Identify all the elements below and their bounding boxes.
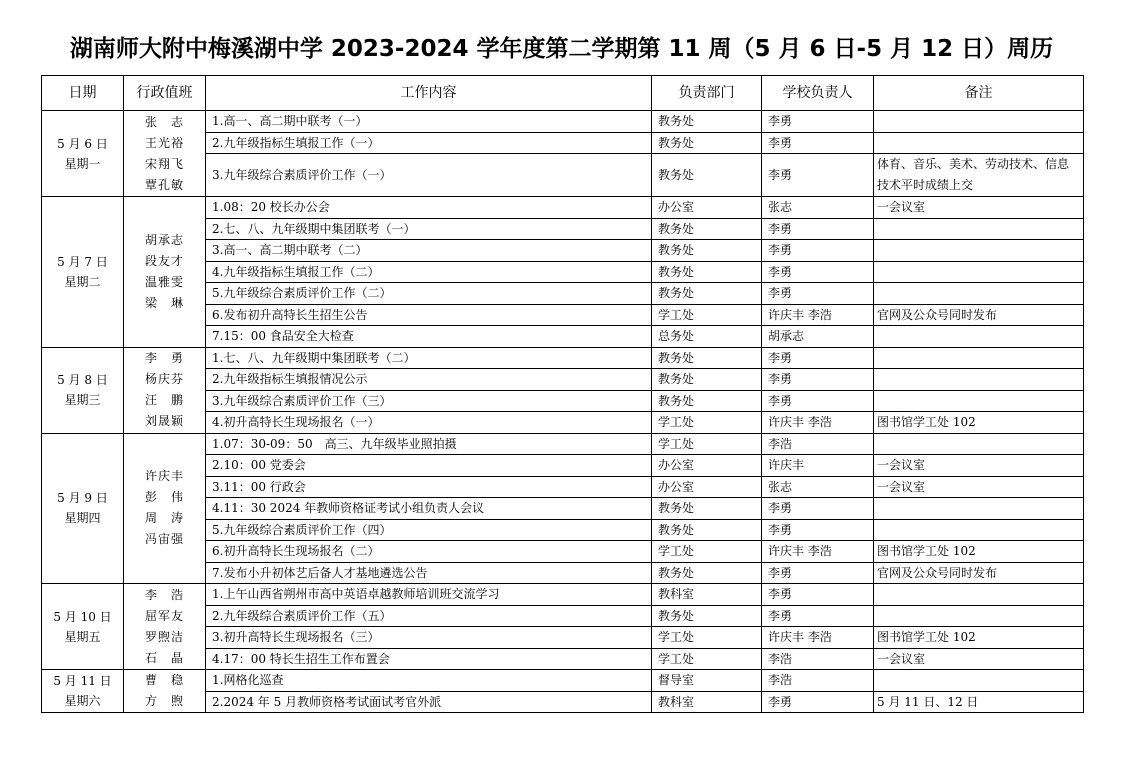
content-cell: 2.九年级指标生填报工作（一）	[206, 132, 652, 154]
content-cell: 4.初升高特长生现场报名（一）	[206, 412, 652, 434]
dept-cell: 教务处	[652, 132, 762, 154]
duty-cell	[124, 433, 206, 584]
date-label: 5 月 10 日	[53, 609, 112, 624]
duty-person: 罗煦洁	[144, 629, 184, 644]
weekday-label: 星期六	[64, 694, 101, 708]
remark-cell	[874, 240, 1084, 262]
content-cell: 5.九年级综合素质评价工作（二）	[206, 283, 652, 305]
dept-cell: 教务处	[652, 498, 762, 520]
content-cell: 4.11：30 2024 年教师资格证考试小组负责人会议	[206, 498, 652, 520]
leader-cell: 李勇	[762, 283, 874, 305]
duty-person: 屈军友	[144, 608, 184, 623]
date-cell	[42, 433, 124, 584]
remark-cell	[874, 132, 1084, 154]
remark-cell: 一会议室	[874, 648, 1084, 670]
content-cell: 2.七、八、九年级期中集团联考（一）	[206, 218, 652, 240]
dept-cell: 总务处	[652, 326, 762, 348]
remark-cell: 一会议室	[874, 455, 1084, 477]
duty-person: 胡承志	[144, 232, 184, 247]
leader-cell: 李勇	[762, 369, 874, 391]
content-cell: 3.九年级综合素质评价工作（一）	[206, 154, 652, 197]
leader-cell: 李勇	[762, 132, 874, 154]
header-remark: 备注	[874, 76, 1084, 111]
leader-cell: 许庆丰 李浩	[762, 541, 874, 563]
duty-person: 李 勇	[144, 351, 184, 365]
duty-cell	[124, 111, 206, 197]
duty-person: 覃孔敏	[144, 177, 184, 192]
dept-cell: 教务处	[652, 369, 762, 391]
header-date: 日期	[42, 76, 124, 111]
content-cell: 4.九年级指标生填报工作（二）	[206, 261, 652, 283]
remark-cell	[874, 670, 1084, 692]
duty-person: 李 浩	[144, 587, 184, 602]
content-cell: 6.发布初升高特长生招生公告	[206, 304, 652, 326]
remark-cell: 5 月 11 日、12 日	[874, 691, 1084, 713]
duty-person: 许庆丰	[144, 469, 184, 484]
leader-cell: 李勇	[762, 562, 874, 584]
content-cell: 1.七、八、九年级期中集团联考（二）	[206, 347, 652, 369]
remark-cell	[874, 433, 1084, 455]
content-cell: 5.九年级综合素质评价工作（四）	[206, 519, 652, 541]
remark-cell	[874, 390, 1084, 412]
duty-person: 宋翔飞	[144, 156, 184, 171]
leader-cell: 李勇	[762, 218, 874, 240]
schedule-row	[42, 584, 1084, 606]
dept-cell: 学工处	[652, 412, 762, 434]
dept-cell: 办公室	[652, 476, 762, 498]
leader-cell: 李勇	[762, 519, 874, 541]
weekday-label: 星期四	[64, 511, 101, 526]
dept-cell: 教务处	[652, 283, 762, 305]
duty-person: 刘晟颖	[144, 414, 184, 428]
date-cell	[42, 347, 124, 433]
content-cell: 7.发布小升初体艺后备人才基地遴选公告	[206, 562, 652, 584]
remark-cell: 图书馆学工处 102	[874, 627, 1084, 649]
date-cell	[42, 670, 124, 713]
header-dept: 负责部门	[652, 76, 762, 111]
content-cell: 1.网格化巡查	[206, 670, 652, 692]
dept-cell: 办公室	[652, 455, 762, 477]
remark-cell: 一会议室	[874, 197, 1084, 219]
leader-cell: 胡承志	[762, 326, 874, 348]
header-duty: 行政值班	[124, 76, 206, 111]
content-cell: 2.10：00 党委会	[206, 455, 652, 477]
content-cell: 7.15：00 食品安全大检查	[206, 326, 652, 348]
duty-person: 曹 稳	[144, 673, 184, 687]
duty-person: 冯宙强	[144, 532, 184, 547]
dept-cell: 教务处	[652, 562, 762, 584]
remark-cell	[874, 584, 1084, 606]
schedule-row	[42, 670, 1084, 692]
leader-cell: 李勇	[762, 154, 874, 197]
leader-cell: 李勇	[762, 347, 874, 369]
duty-person: 杨庆芬	[144, 372, 184, 386]
duty-cell	[124, 197, 206, 348]
weekday-label: 星期三	[64, 393, 101, 407]
duty-person: 温雅雯	[144, 274, 184, 289]
remark-cell: 图书馆学工处 102	[874, 412, 1084, 434]
date-label: 5 月 6 日	[57, 136, 108, 151]
leader-cell: 李浩	[762, 648, 874, 670]
remark-cell	[874, 283, 1084, 305]
leader-cell: 李勇	[762, 584, 874, 606]
dept-cell: 学工处	[652, 433, 762, 455]
duty-person: 方 煦	[144, 694, 184, 708]
dept-cell: 学工处	[652, 304, 762, 326]
leader-cell: 李勇	[762, 240, 874, 262]
duty-person: 梁 琳	[144, 295, 184, 310]
remark-cell	[874, 261, 1084, 283]
dept-cell: 学工处	[652, 648, 762, 670]
date-cell	[42, 197, 124, 348]
content-cell: 1.高一、高二期中联考（一）	[206, 111, 652, 133]
leader-cell: 许庆丰 李浩	[762, 412, 874, 434]
header-leader: 学校负责人	[762, 76, 874, 111]
content-cell: 2.九年级综合素质评价工作（五）	[206, 605, 652, 627]
duty-cell	[124, 670, 206, 713]
date-label: 5 月 11 日	[53, 674, 112, 688]
remark-cell: 一会议室	[874, 476, 1084, 498]
date-label: 5 月 7 日	[57, 254, 108, 269]
schedule-row	[42, 197, 1084, 219]
content-cell: 2.九年级指标生填报情况公示	[206, 369, 652, 391]
leader-cell: 李勇	[762, 261, 874, 283]
leader-cell: 许庆丰	[762, 455, 874, 477]
remark-cell: 官网及公众号同时发布	[874, 562, 1084, 584]
content-cell: 3.高一、高二期中联考（二）	[206, 240, 652, 262]
remark-cell	[874, 326, 1084, 348]
leader-cell: 李勇	[762, 691, 874, 713]
dept-cell: 教科室	[652, 584, 762, 606]
schedule-body	[42, 111, 1084, 713]
dept-cell: 教务处	[652, 519, 762, 541]
header-content: 工作内容	[206, 76, 652, 111]
content-cell: 1.上午山西省朔州市高中英语卓越教师培训班交流学习	[206, 584, 652, 606]
leader-cell: 张志	[762, 197, 874, 219]
leader-cell: 张志	[762, 476, 874, 498]
duty-person: 汪 鹏	[144, 393, 184, 407]
content-cell: 4.17：00 特长生招生工作布置会	[206, 648, 652, 670]
duty-person: 张 志	[144, 114, 184, 129]
content-cell: 2.2024 年 5 月教师资格考试面试考官外派	[206, 691, 652, 713]
content-cell: 3.初升高特长生现场报名（三）	[206, 627, 652, 649]
dept-cell: 教务处	[652, 347, 762, 369]
dept-cell: 学工处	[652, 541, 762, 563]
content-cell: 1.07：30-09：50 高三、九年级毕业照拍摄	[206, 433, 652, 455]
content-cell: 3.11：00 行政会	[206, 476, 652, 498]
dept-cell: 教务处	[652, 111, 762, 133]
remark-cell: 体育、音乐、美术、劳动技术、信息技术平时成绩上交	[874, 154, 1084, 197]
content-cell: 1.08：20 校长办公会	[206, 197, 652, 219]
dept-cell: 教务处	[652, 154, 762, 197]
date-label: 5 月 8 日	[57, 373, 108, 387]
schedule-row	[42, 433, 1084, 455]
remark-cell	[874, 519, 1084, 541]
duty-person: 段友才	[144, 253, 184, 268]
remark-cell	[874, 369, 1084, 391]
leader-cell: 李勇	[762, 498, 874, 520]
dept-cell: 教务处	[652, 605, 762, 627]
weekly-schedule-table	[41, 75, 1084, 713]
duty-cell	[124, 584, 206, 670]
dept-cell: 学工处	[652, 627, 762, 649]
weekday-label: 星期二	[64, 274, 101, 289]
dept-cell: 教科室	[652, 691, 762, 713]
date-cell	[42, 584, 124, 670]
duty-person: 彭 伟	[144, 490, 184, 505]
dept-cell: 教务处	[652, 218, 762, 240]
schedule-row	[42, 111, 1084, 133]
remark-cell: 图书馆学工处 102	[874, 541, 1084, 563]
leader-cell: 李浩	[762, 433, 874, 455]
remark-cell	[874, 347, 1084, 369]
duty-person: 周 涛	[144, 511, 184, 526]
leader-cell: 许庆丰 李浩	[762, 627, 874, 649]
remark-cell	[874, 218, 1084, 240]
leader-cell: 李勇	[762, 390, 874, 412]
dept-cell: 教务处	[652, 240, 762, 262]
date-cell	[42, 111, 124, 197]
dept-cell: 督导室	[652, 670, 762, 692]
remark-cell	[874, 111, 1084, 133]
leader-cell: 李勇	[762, 111, 874, 133]
dept-cell: 教务处	[652, 261, 762, 283]
duty-person: 王光裕	[144, 135, 184, 150]
content-cell: 3.九年级综合素质评价工作（三）	[206, 390, 652, 412]
header-row	[42, 76, 1084, 111]
remark-cell	[874, 498, 1084, 520]
leader-cell: 李浩	[762, 670, 874, 692]
leader-cell: 李勇	[762, 605, 874, 627]
duty-cell	[124, 347, 206, 433]
date-label: 5 月 9 日	[57, 491, 108, 506]
remark-cell: 官网及公众号同时发布	[874, 304, 1084, 326]
weekday-label: 星期五	[64, 629, 101, 644]
leader-cell: 许庆丰 李浩	[762, 304, 874, 326]
dept-cell: 办公室	[652, 197, 762, 219]
remark-cell	[874, 605, 1084, 627]
weekday-label: 星期一	[64, 156, 101, 171]
schedule-row	[42, 347, 1084, 369]
page-title: 湖南师大附中梅溪湖中学 2023-2024 学年度第二学期第 11 周（5 月 6 日-5 月 12 日）周历	[69, 36, 1054, 62]
dept-cell: 教务处	[652, 390, 762, 412]
content-cell: 6.初升高特长生现场报名（二）	[206, 541, 652, 563]
duty-person: 石 晶	[144, 650, 184, 665]
